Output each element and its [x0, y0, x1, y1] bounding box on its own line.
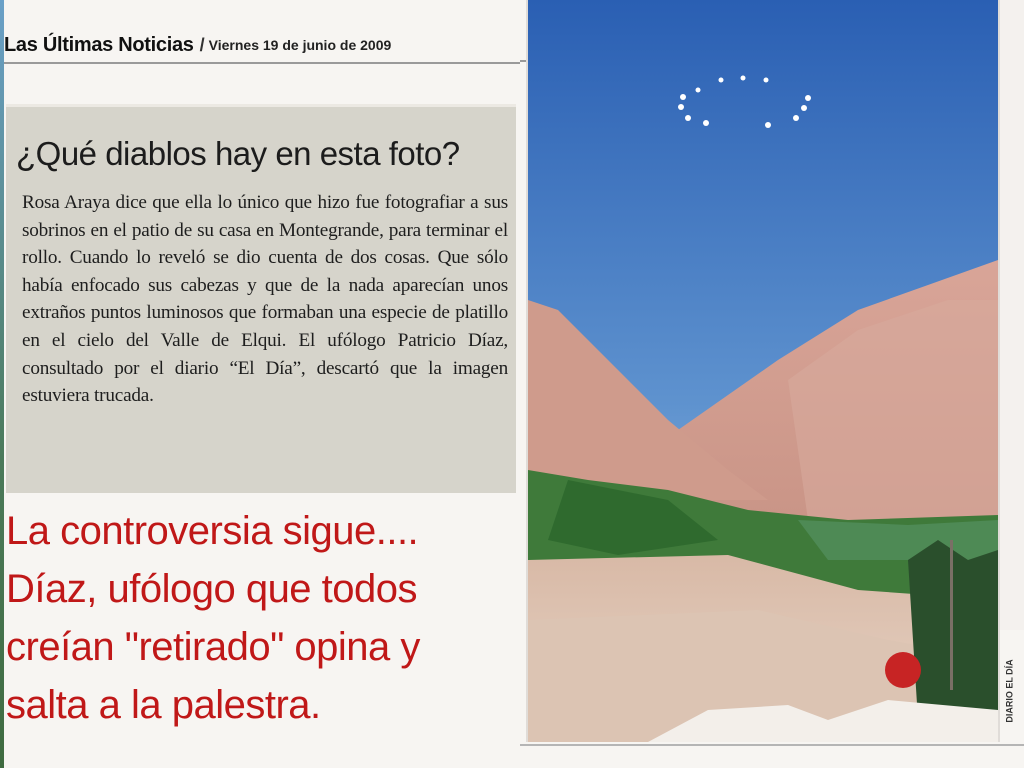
caption-line-1: La controversia sigue....: [6, 509, 419, 553]
photo-credit: [996, 636, 1024, 746]
red-caption: [6, 502, 506, 734]
right-margin: [1000, 0, 1024, 630]
ufo-photo-image: [528, 0, 998, 742]
publication-date: Viernes 19 de junio de 2009: [208, 37, 392, 53]
photo-credit-text: DIARIO EL DÍA: [1005, 659, 1015, 723]
caption-line-3: creían "retirado" opina y: [6, 625, 420, 669]
article-body: Rosa Araya dice que ella lo único que hizo fue fotografiar a sus sobrinos en el patio de su casa en Montegrande, para terminar el rollo. Cuando lo reveló se dio cuenta de dos cosas. Que sólo había enfocado sus cabezas y que de la nada aparecían unos extraños puntos luminosos que formaban una especie de platillo en el cielo del Valle de Elqui. El ufólogo Patricio Díaz, consultado por el diario “El Día”, descartó que la imagen estuviera trucada.: [22, 192, 508, 407]
ufo-photo: [526, 0, 1000, 742]
newspaper-name: Las Últimas Noticias: [4, 33, 194, 56]
left-edge-strip: [0, 0, 4, 768]
caption-line-2: Díaz, ufólogo que todos: [6, 567, 418, 611]
article-box: [6, 104, 516, 493]
caption-line-4: salta a la palestra.: [6, 683, 321, 727]
bottom-rule: [520, 744, 1024, 746]
masthead-separator: /: [199, 34, 205, 55]
article-headline: ¿Qué diablos hay en esta foto?: [16, 135, 460, 172]
masthead: [4, 28, 520, 64]
